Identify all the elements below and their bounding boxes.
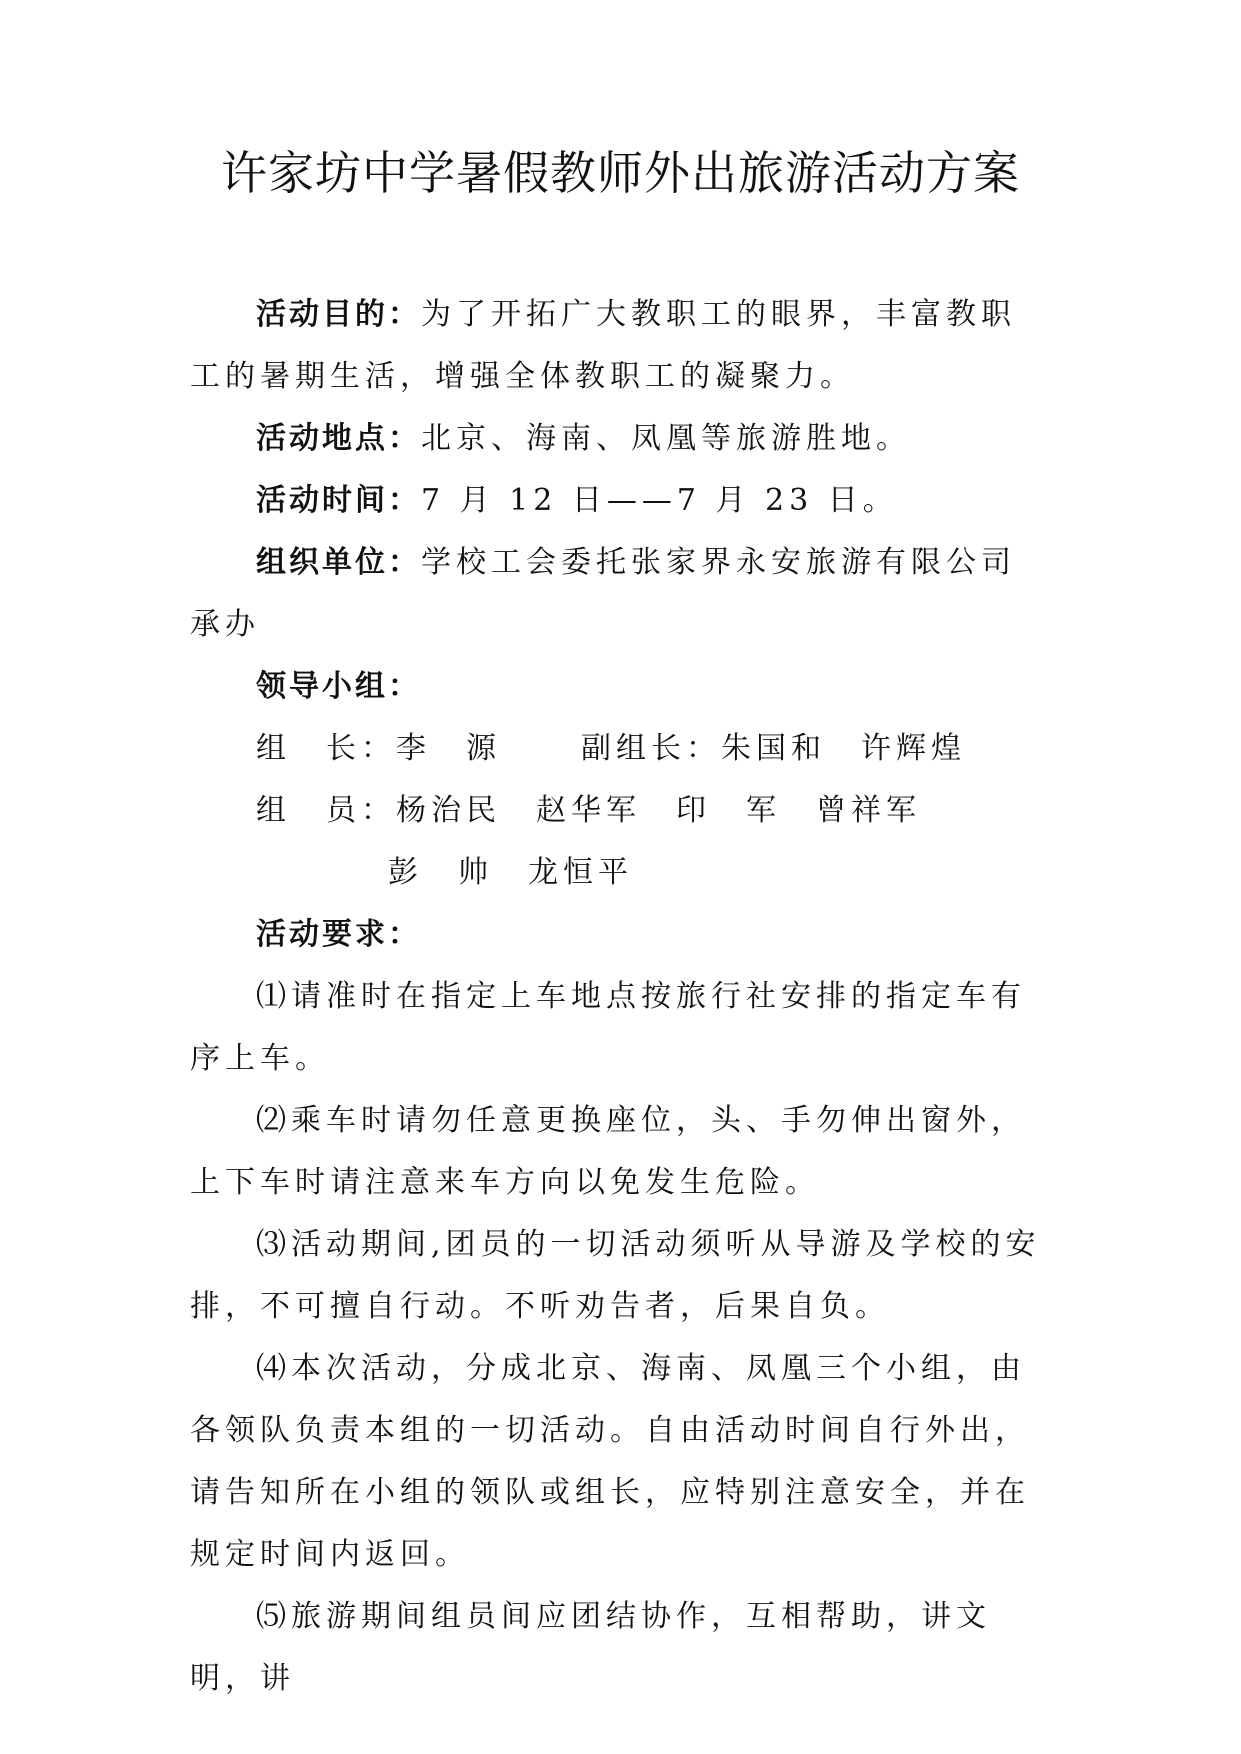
requirement-item-3: ⑶活动期间,团员的一切活动须听从导游及学校的安排，不可擅自行动。不听劝告者，后果自负。 (190, 1227, 1041, 1324)
members-label: 组 员： (256, 793, 396, 828)
location-paragraph (190, 408, 1050, 470)
organizer-text: 学校工会委托张家界永安旅游有限公司承办 (190, 545, 1016, 642)
requirement-item-4: ⑷本次活动，分成北京、海南、凤凰三个小组，由各领队负责本组的一切活动。自由活动时间自行外出，请告知所在小组的领队或组长，应特别注意安全，并在规定时间内返回。 (190, 1351, 1030, 1572)
leader-row (190, 718, 1050, 780)
requirement-item-5: ⑸旅游期间组员间应团结协作，互相帮助，讲文明，讲 (190, 1599, 991, 1696)
location-label: 活动地点： (256, 421, 421, 456)
time-paragraph (190, 470, 1050, 532)
leadership-heading (190, 656, 1050, 718)
document-body (190, 284, 1050, 1710)
leader-name: 李 源 (396, 731, 501, 766)
document-title: 许家坊中学暑假教师外出旅游活动方案 (221, 146, 1020, 200)
location-text: 北京、海南、凤凰等旅游胜地。 (421, 421, 911, 456)
leader-label: 组 长： (256, 731, 396, 766)
time-label: 活动时间： (256, 483, 421, 518)
purpose-text: 为了开拓广大教职工的眼界，丰富教职工的暑期生活，增强全体教职工的凝聚力。 (190, 297, 1016, 394)
organizer-label: 组织单位： (256, 545, 421, 580)
members-line-2: 彭 帅 龙恒平 (388, 855, 633, 890)
members-row-2 (190, 842, 1050, 904)
deputy-label: 副组长： (581, 731, 721, 766)
members-line-1: 杨治民 赵华军 印 军 曾祥军 (396, 793, 921, 828)
organizer-paragraph (190, 532, 1050, 656)
purpose-label: 活动目的： (256, 297, 421, 332)
requirements-label: 活动要求： (256, 917, 421, 952)
requirement-item-2: ⑵乘车时请勿任意更换座位，头、手勿伸出窗外，上下车时请注意来车方向以免发生危险。 (190, 1103, 1026, 1200)
requirement-item-1: ⑴请准时在指定上车地点按旅行社安排的指定车有序上车。 (190, 979, 1026, 1076)
leadership-label: 领导小组： (256, 669, 421, 704)
requirements-heading (190, 904, 1050, 966)
time-text: 7 月 12 日——7 月 23 日。 (421, 483, 898, 518)
deputy-names: 朱国和 许辉煌 (721, 731, 966, 766)
purpose-paragraph (190, 284, 1050, 408)
members-row (190, 780, 1050, 842)
